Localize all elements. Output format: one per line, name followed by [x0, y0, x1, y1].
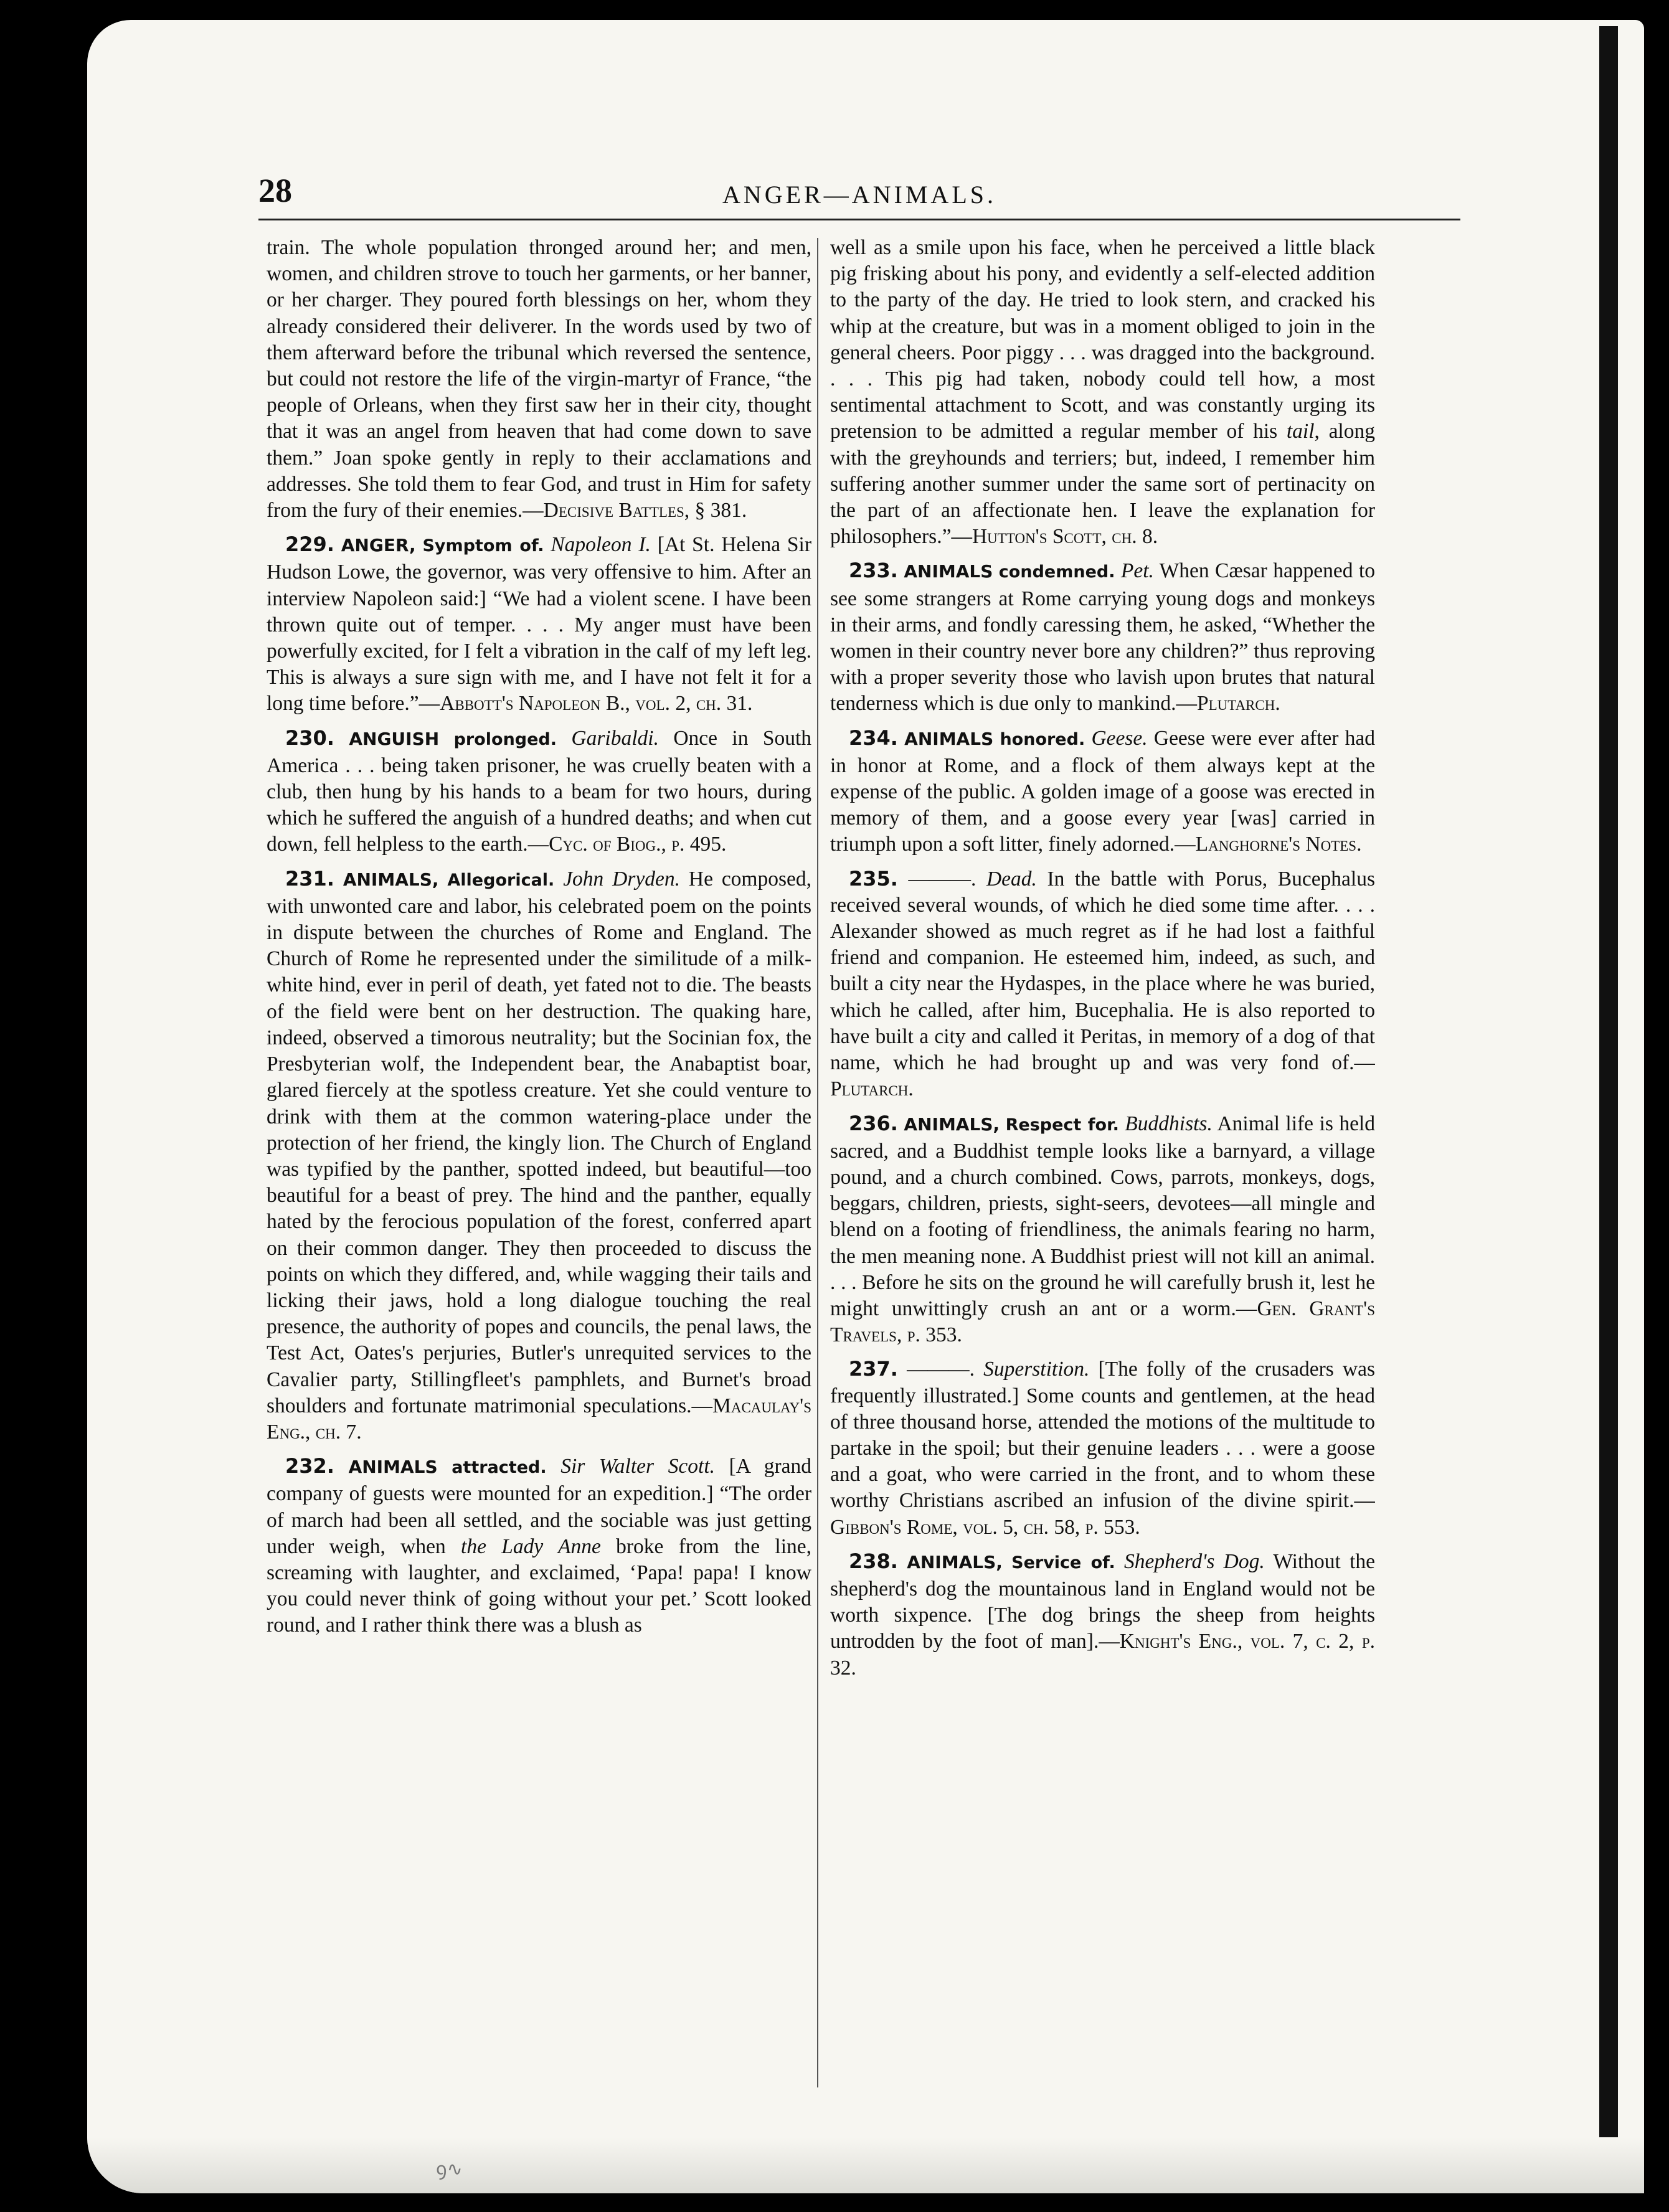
entry-text: He composed, with unwonted care and labor, his celebrated poem on the points in dispute between the churches of Rome and England. The Church of Rome he represented under the similitude of a milk-white hind, ever in peril of death, yet fated not to die. The beasts of the field were bent on her destruction. The quaking hare, indeed, observed a timorous neutrality; but the Socinian fox, the Presbyterian wolf, the Independent bear, the Anabaptist boar, glared fiercely at the spotless creature. Yet she could venture to drink with them at the common watering-place under the protection of her friend, the kingly lion. The Church of England was typified by the panther, spotted indeed, but beautiful—too beautiful for a beast of prey. The hind and the panther, equally hated by the ferocious population of the forest, conferred apart on their common danger. They then proceeded to discuss the points on which they differed, and, while wagging their tails and licking their jaws, hold a long dialogue touching the real presence, the authority of popes and councils, the penal laws, the Test Act, Oates's perjuries, Butler's unrequited services to the Cavalier party, Stillingfleet's pamphlets, and Burnet's broad shoulders and fortunate matrimonial speculations.— [267, 867, 811, 1417]
entry-source: Geese. [1091, 726, 1148, 750]
entry-source: Buddhists. [1125, 1112, 1213, 1135]
entry-number: 229. [285, 532, 334, 557]
entry-citation: Cyc. of Biog., p. 495. [549, 833, 727, 856]
entry-number: 235. [849, 866, 898, 891]
page-header [258, 160, 1460, 216]
entry-source: Dead. [986, 867, 1037, 891]
entry-233 [830, 557, 1375, 717]
entry-dash: ———. [907, 1358, 975, 1381]
entry-heading: ANIMALS [348, 1457, 438, 1478]
entry-number: 233. [849, 559, 898, 583]
entry-citation: Plutarch. [830, 1077, 914, 1101]
entry-source: Sir Walter Scott. [560, 1455, 716, 1478]
entry-subheading: Service of. [1011, 1553, 1115, 1572]
entry-citation: Abbott's Napoleon B., vol. 2, ch. 31. [440, 692, 753, 716]
entry-236 [830, 1110, 1375, 1349]
entry-229 [267, 531, 811, 717]
entry-232-continued [830, 235, 1375, 550]
entry-citation: Decisive Battles, § 381. [543, 499, 747, 522]
left-column [267, 235, 811, 2103]
entry-heading: ANIMALS, [907, 1551, 1003, 1572]
right-column [830, 235, 1375, 2103]
entry-source: Superstition. [983, 1358, 1090, 1381]
entry-source: Shepherd's Dog. [1123, 1549, 1265, 1573]
book-page [87, 20, 1644, 2193]
entry-number: 234. [849, 726, 898, 750]
entry-text: [At St. Helena Sir Hudson Lowe, the governor, was very offensive to him. After an interview Napoleon said:] “We had a violent scene. I have been thrown quite out of temper. . . . My anger must have been powerfully excited, for I felt a vibration in the calf of my left leg. This is always a sure sign with me, and I have not felt it for a long time before.”— [267, 533, 811, 716]
entry-source: Garibaldi. [571, 726, 659, 750]
entry-subheading: attracted. [452, 1458, 547, 1478]
entry-228-continued [267, 235, 811, 524]
binding-shadow [1599, 26, 1618, 2187]
entry-citation: Macaulay's Eng., ch. 7. [267, 1394, 811, 1444]
entry-citation: Plutarch. [1196, 692, 1280, 716]
entry-heading: ANIMALS [904, 561, 993, 582]
entry-231 [267, 866, 811, 1445]
entry-heading: ANGUISH [349, 728, 440, 749]
entry-citation: Langhorne's Notes. [1195, 833, 1362, 856]
entry-text: Animal life is held sacred, and a Buddhist temple looks like a barnyard, a village pound, and a church combined. Cows, parrots, monkeys, dogs, beggars, children, priests, sight-seers, devotees—all mingle and blend on a footing of friendliness, the animals fearing no harm, the men meaning none. A Buddhist priest will not kill an animal. . . . Before he sits on the ground he will carefully brush it, lest he might unwittingly crush an ant or a worm.— [830, 1112, 1375, 1320]
entry-heading: ANIMALS [904, 728, 994, 749]
entry-citation: Knight's Eng., vol. 7, c. 2, p. 32. [830, 1630, 1375, 1680]
entry-237 [830, 1356, 1375, 1540]
entry-232 [267, 1453, 811, 1638]
entry-text: Geese were ever after had in honor at Rome, and a flock of them always kept at the expense of the public. A golden image of a goose was erected in memory of them, and a goose every year [was] carried in triumph upon a soft litter, finely adorned.— [830, 726, 1375, 856]
entry-source: John Dryden. [563, 867, 681, 891]
entry-text: In the battle with Porus, Bucephalus received several wounds, of which he died some time after. . . . Alexander showed as much regret as if he had lost a faithful friend and companion. He esteemed him, indeed, as such, and built a city near the Hydaspes, in the place where he was buried, which he called, after him, Bucephalia. He is also reported to have built a city and called it Peritas, in memory of a dog of that name, which he had brought up and was very fond of.— [830, 867, 1375, 1075]
entry-text: well as a smile upon his face, when he perceived a little black pig frisking about his pony, and evidently a self-elected addition to the party of the day. He tried to look stern, and cracked his whip at the creature, but was in a moment obliged to join in the general cheers. Poor piggy . . . was dragged into the background. . . . This pig had taken, nobody could tell how, a most sentimental attachment to Scott, and was constantly urging its pretension to be admitted a regular member of his [830, 236, 1375, 443]
entry-source: Pet. [1120, 559, 1154, 583]
entry-subheading: condemned. [998, 562, 1115, 582]
entry-subheading: prolonged. [453, 729, 557, 749]
entry-text: broke from the line, screaming with laughter, and exclaimed, ‘Papa! papa! I know you could never think of going without your pet.’ Scott looked round, and I rather think there was a blush as [267, 1534, 811, 1637]
entry-emphasis: tail [1286, 420, 1315, 443]
entry-text: Without the shepherd's dog the mountainous land in England would not be worth sixpence. [The dog brings the sheep from heights untrodden by the foot of man].— [830, 1549, 1375, 1653]
entry-number: 230. [285, 726, 334, 750]
entry-235 [830, 866, 1375, 1103]
entry-source: Napoleon I. [551, 533, 651, 557]
entry-heading: ANIMALS, [904, 1113, 1000, 1135]
entry-text: [A grand company of guests were mounted for an expedition.] “The order of march had been all settled, and the sociable was just getting under weigh, when [267, 1455, 811, 1558]
entry-text: , along with the greyhounds and terriers; but, indeed, I remember him suffering another summer under the same sort of pertinacity on the part of an affectionate hen. I leave the explanation for philosophers.”— [830, 420, 1375, 549]
entry-citation: Gen. Grant's Travels, p. 353. [830, 1297, 1375, 1347]
entry-subheading: honored. [1000, 729, 1085, 749]
column-divider [817, 238, 818, 2087]
entry-subheading: Symptom of. [422, 536, 544, 556]
entry-heading: ANIMALS, [343, 869, 439, 890]
entry-citation: Gibbon's Rome, vol. 5, ch. 58, p. 553. [830, 1515, 1140, 1539]
header-rule [258, 219, 1460, 220]
entry-number: 238. [849, 1549, 898, 1573]
running-head: ANGER—ANIMALS. [722, 181, 996, 209]
entry-text: [The folly of the crusaders was frequently illustrated.] Some counts and gentlemen, at the head of three thousand horse, attended the motions of the multitude to partake in the spoil; but their genuine leaders . . . were a goose and a goat, who were carried in the front, and to whom these worthy Christians ascribed an infusion of the divine spirit.— [830, 1358, 1375, 1513]
scan-specks: ꝯ∿ [436, 2159, 463, 2180]
entry-text: train. The whole population thronged around her; and men, women, and children strove to touch her garments, or her banner, or her charger. They poured forth blessings on her, whom they already considered their deliverer. In the words used by two of them afterward before the tribunal which reversed the sentence, but could not restore the life of the virgin-martyr of France, “the people of Orleans, when they first saw her in their city, thought that it was an angel from heaven that had come down to save them.” Joan spoke gently in reply to their acclamations and addresses. She told them to fear God, and trust in Him for safety from the fury of their enemies.— [267, 236, 811, 522]
page-bottom-shadow [87, 2137, 1644, 2193]
entry-230 [267, 725, 811, 858]
entry-234 [830, 725, 1375, 858]
page-number: 28 [258, 172, 292, 209]
entry-subheading: Allegorical. [447, 870, 555, 890]
entry-dash: ———. [908, 867, 976, 891]
entry-text: Once in South America . . . being taken prisoner, he was cruelly beaten with a club, then hung by his hands to a beam for two hours, during which he suffered the anguish of a hundred deaths; and when cut down, fell helpless to the earth.— [267, 726, 811, 856]
entry-text: When Cæsar happened to see some strangers at Rome carrying young dogs and monkeys in their arms, and fondly caressing them, he asked, “Whether the women in their country never bore any children?” thus reproving with a proper severity those who lavish upon brutes that natural tenderness which is due only to mankind.— [830, 559, 1375, 716]
entry-subheading: Respect for. [1005, 1115, 1119, 1135]
entry-number: 236. [849, 1111, 898, 1135]
entry-heading: ANGER, [341, 535, 416, 556]
entry-number: 237. [849, 1357, 898, 1381]
entry-238 [830, 1548, 1375, 1681]
entry-emphasis: the Lady Anne [461, 1534, 601, 1558]
entry-number: 231. [285, 866, 334, 891]
entry-number: 232. [285, 1454, 334, 1478]
entry-citation: Hutton's Scott, ch. 8. [972, 525, 1158, 549]
